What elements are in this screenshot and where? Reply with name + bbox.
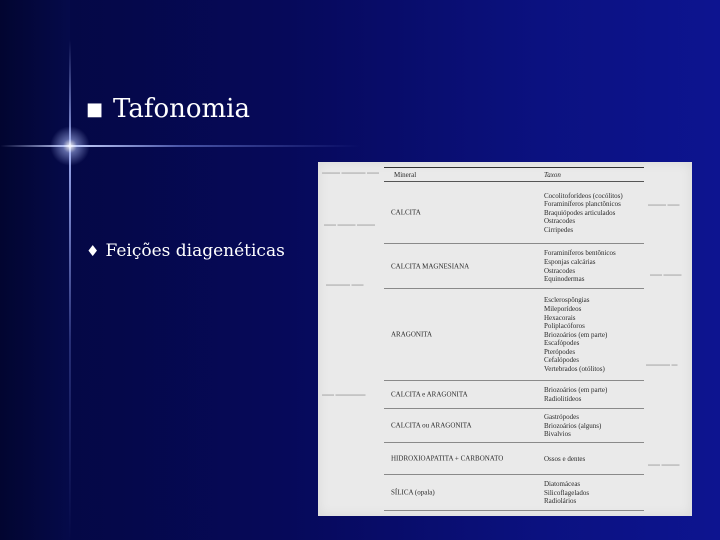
taxon-item: Radiolitídeos (544, 395, 582, 403)
taxon-item: Escafópodes (544, 339, 580, 348)
light-flare (50, 126, 90, 166)
taxon-cell (544, 244, 616, 289)
taxon-item: Cefalópodes (544, 356, 579, 365)
header-mineral: Mineral (394, 171, 417, 179)
taxon-item: Gastrópodes (544, 413, 579, 422)
taxon-cell (544, 289, 607, 381)
taxon-item: Esclerospôngias (544, 296, 590, 305)
table-row (384, 409, 644, 443)
left-decorative-band (0, 0, 70, 540)
taxon-item: Radiolários (544, 497, 577, 506)
mineral-cell: HIDROXIOAPATITA + CARBONATO (391, 454, 504, 463)
square-bullet-icon: ■ (86, 98, 104, 120)
mineral-cell: CALCITA ou ARAGONITA (391, 421, 472, 430)
taxon-cell (544, 381, 607, 409)
taxon-item: Vertebrados (otólitos) (544, 365, 605, 374)
taxon-item: Ostracodes (544, 266, 576, 275)
taxon-item: Bivalvios (544, 430, 571, 439)
vertical-accent-line (69, 40, 71, 540)
table-row (384, 182, 644, 244)
mineral-cell: ARAGONITA (391, 330, 433, 339)
mineral-taxon-table (384, 167, 644, 511)
taxon-item: Mileporídeos (544, 304, 582, 313)
table-row (384, 443, 644, 475)
taxon-cell (544, 409, 601, 443)
taxon-item: Ossos e dentes (544, 454, 586, 463)
taxon-item: Cirripedes (544, 225, 574, 234)
taxon-cell (544, 182, 623, 244)
taxon-item: Briozoários (alguns) (544, 421, 602, 430)
taxon-item: Diatomáceas (544, 480, 581, 489)
taxon-item: Foraminíferos bentônicos (544, 249, 616, 258)
mineral-cell: CALCITA MAGNESIANA (391, 262, 470, 270)
table-body (384, 182, 644, 511)
taxon-item: Braquiópodes articulados (544, 208, 616, 217)
mineral-cell: CALCITA e ARAGONITA (391, 390, 468, 399)
taxon-item: Equinodermas (544, 275, 585, 284)
mineral-cell: SÍLICA (opala) (391, 488, 435, 497)
taxon-item: Esponjas calcárias (544, 257, 596, 266)
scanned-table-image: ▬▬▬ ▬▬▬▬ ▬▬ ▬▬ ▬▬▬ ▬▬▬ ▬▬▬▬ ▬▬ ▬▬ ▬▬▬▬▬ ▬▬▬ ▬▬ ▬▬ ▬▬▬ ▬▬▬▬ ▬ ▬▬ ▬▬▬ Mineral Taxon CALCITA Cocolitoforídeos (cocólitos) Foraminíferos planctônicos Braquiópodes articulados Ostracodes Cirripedes CALCITA MAGNESIANA Foraminíferos bentônicos Esponjas calcárias Ostracodes Equinodermas ARAGONITA Esclerospôngias Mileporídeos Hexacorais Poliplacóforos Briozoários (em parte) Escafópodes Pterópodes Cefalópodes Vertebrados (otólitos) CALCITA e ARAGONITA Briozoários (em parte) Radiolitídeos CALCITA ou ARAGONITA Gastrópodes Briozoários (alguns) Bivalvios HIDROXIOAPATITA + CARBONATO Ossos e dentes SÍLICA (opala) Diatomáceas Silicoflagelados Radiolários (318, 162, 692, 516)
table-row (384, 244, 644, 289)
taxon-item: Briozoários (em parte) (544, 330, 608, 339)
taxon-item: Cocolitoforídeos (cocólitos) (544, 191, 623, 200)
mineral-cell: CALCITA (391, 208, 421, 217)
diamond-bullet-icon: ♦ (86, 242, 100, 260)
taxon-cell (544, 475, 589, 511)
taxon-item: Poliplacóforos (544, 322, 585, 331)
taxon-item: Briozoários (em parte) (544, 386, 608, 395)
taxon-item: Foraminíferos planctônicos (544, 200, 621, 209)
table-row (384, 381, 644, 409)
table-row (384, 475, 644, 511)
taxon-cell (544, 443, 585, 475)
taxon-item: Ostracodes (544, 217, 576, 226)
slide-title-text: Tafonomia (113, 94, 250, 124)
row-separator (384, 510, 644, 511)
bullet-text: Feições diagenéticas (105, 241, 285, 261)
taxon-item: Pterópodes (544, 347, 576, 356)
table-header (384, 168, 644, 181)
taxon-item: Hexacorais (544, 313, 576, 322)
taxon-item: Silicoflagelados (544, 488, 590, 497)
slide-title (86, 94, 250, 124)
header-taxon: Taxon (544, 171, 561, 179)
table-row (384, 289, 644, 381)
bullet-point (86, 241, 285, 261)
